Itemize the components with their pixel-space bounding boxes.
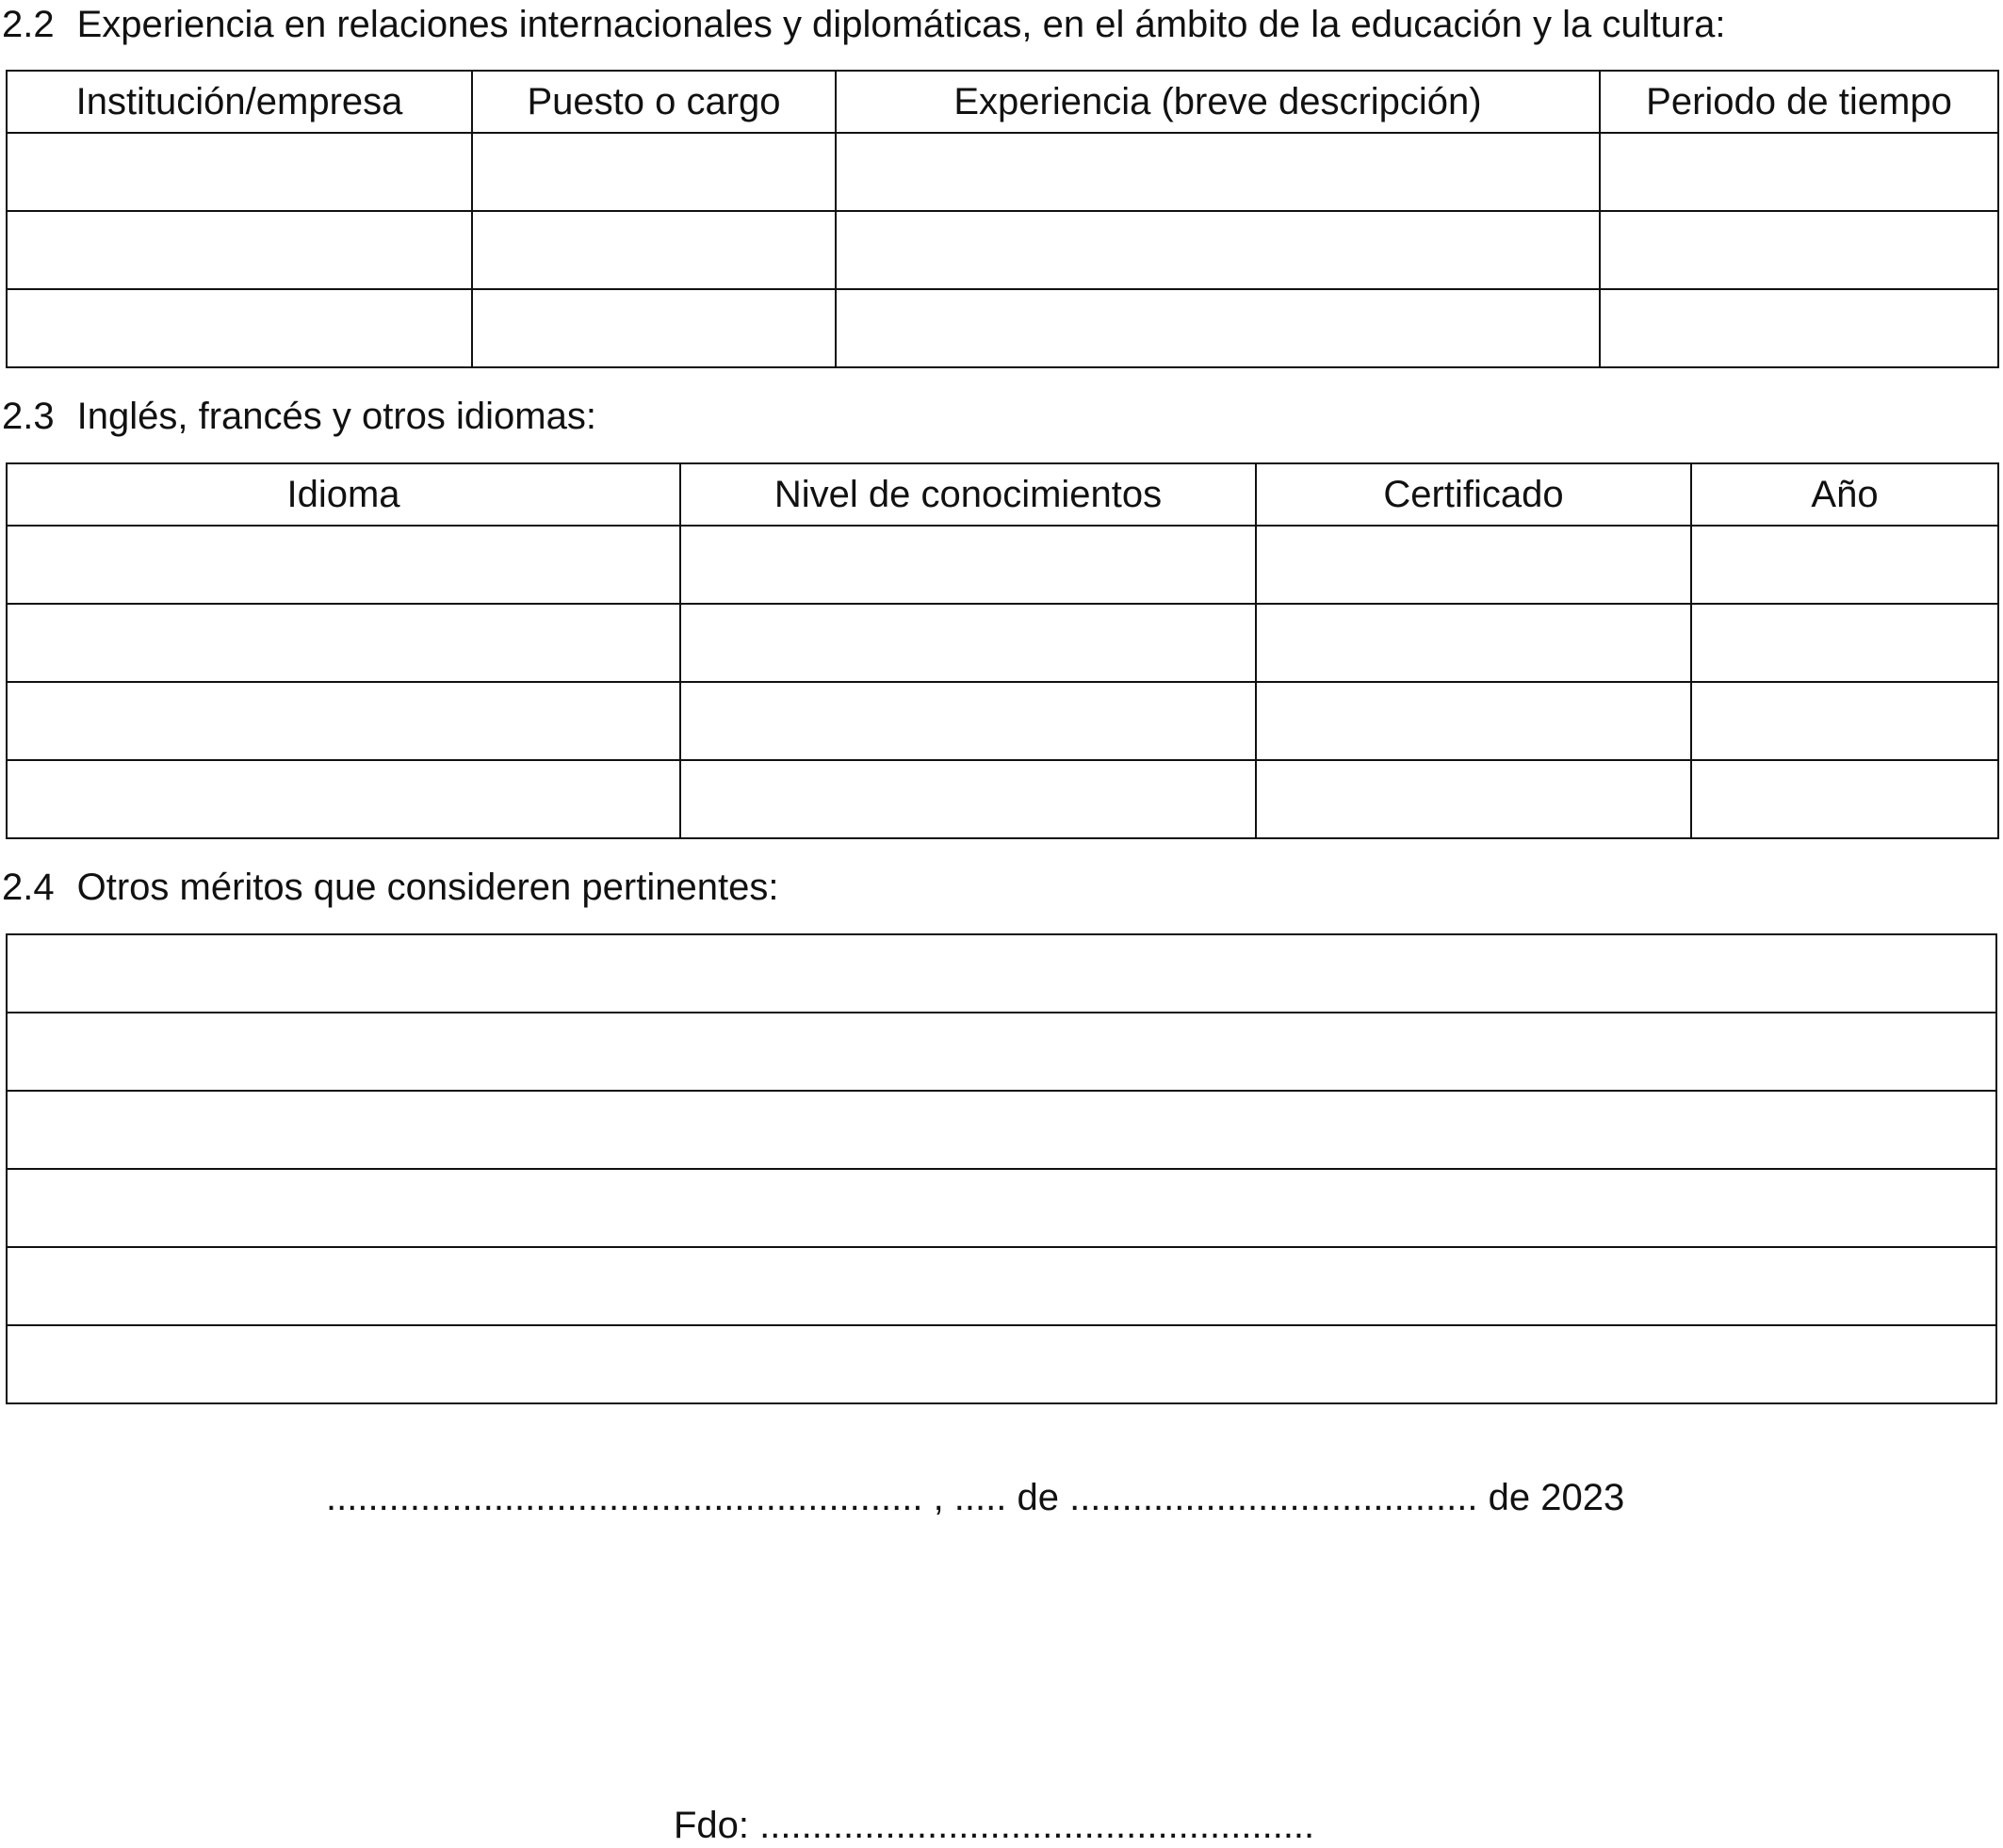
table-cell[interactable] bbox=[472, 211, 836, 289]
section-number: 2.4 bbox=[2, 867, 55, 908]
table-cell[interactable] bbox=[1600, 133, 1998, 211]
table-cell[interactable] bbox=[1256, 760, 1691, 838]
column-header-position: Puesto o cargo bbox=[472, 71, 836, 133]
section-title: Inglés, francés y otros idiomas: bbox=[76, 396, 596, 437]
column-header-experience: Experiencia (breve descripción) bbox=[836, 71, 1600, 133]
table-cell[interactable] bbox=[472, 133, 836, 211]
table-header-row bbox=[7, 463, 1998, 526]
signature-line: Fdo: ..................................................... bbox=[674, 1805, 1315, 1846]
column-header-language: Idioma bbox=[7, 463, 680, 526]
table-cell[interactable] bbox=[836, 289, 1600, 367]
table-row bbox=[7, 1247, 1996, 1325]
column-header-institution: Institución/empresa bbox=[7, 71, 472, 133]
table-cell[interactable] bbox=[1600, 211, 1998, 289]
table-row bbox=[7, 133, 1998, 211]
table-cell[interactable] bbox=[7, 1325, 1996, 1403]
table-cell[interactable] bbox=[472, 289, 836, 367]
date-line: ......................................................... , ..... de ....................................... de 2023 bbox=[326, 1477, 1625, 1518]
table-cell[interactable] bbox=[7, 1169, 1996, 1247]
table-cell[interactable] bbox=[7, 526, 680, 604]
section-number: 2.3 bbox=[2, 396, 55, 437]
table-cell[interactable] bbox=[7, 289, 472, 367]
section-2-3-heading bbox=[2, 394, 596, 439]
table-cell[interactable] bbox=[1256, 526, 1691, 604]
table-row bbox=[7, 1013, 1996, 1091]
column-header-year: Año bbox=[1691, 463, 1998, 526]
table-cell[interactable] bbox=[1691, 682, 1998, 760]
table-cell[interactable] bbox=[680, 682, 1256, 760]
table-cell[interactable] bbox=[1691, 526, 1998, 604]
table-cell[interactable] bbox=[1691, 760, 1998, 838]
column-header-certificate: Certificado bbox=[1256, 463, 1691, 526]
table-row bbox=[7, 760, 1998, 838]
table-row bbox=[7, 1091, 1996, 1169]
other-merits-table bbox=[6, 933, 1997, 1404]
table-row bbox=[7, 934, 1996, 1013]
table-cell[interactable] bbox=[680, 760, 1256, 838]
table-cell[interactable] bbox=[7, 133, 472, 211]
table-row bbox=[7, 211, 1998, 289]
table-cell[interactable] bbox=[1256, 604, 1691, 682]
table-row bbox=[7, 1169, 1996, 1247]
section-title: Otros méritos que consideren pertinentes: bbox=[76, 867, 779, 908]
table-row bbox=[7, 682, 1998, 760]
table-cell[interactable] bbox=[7, 1091, 1996, 1169]
table-cell[interactable] bbox=[1691, 604, 1998, 682]
table-header-row bbox=[7, 71, 1998, 133]
table-cell[interactable] bbox=[836, 211, 1600, 289]
table-row bbox=[7, 289, 1998, 367]
section-2-4-heading bbox=[2, 865, 778, 910]
column-header-level: Nivel de conocimientos bbox=[680, 463, 1256, 526]
column-header-period: Periodo de tiempo bbox=[1600, 71, 1998, 133]
table-cell[interactable] bbox=[680, 604, 1256, 682]
table-cell[interactable] bbox=[7, 934, 1996, 1013]
table-cell[interactable] bbox=[7, 1013, 1996, 1091]
table-row bbox=[7, 604, 1998, 682]
table-cell[interactable] bbox=[1600, 289, 1998, 367]
languages-table bbox=[6, 462, 1999, 839]
table-cell[interactable] bbox=[7, 604, 680, 682]
table-cell[interactable] bbox=[7, 211, 472, 289]
table-cell[interactable] bbox=[7, 682, 680, 760]
table-row bbox=[7, 1325, 1996, 1403]
table-row bbox=[7, 526, 1998, 604]
table-cell[interactable] bbox=[836, 133, 1600, 211]
section-number: 2.2 bbox=[2, 4, 55, 45]
section-2-2-heading bbox=[2, 2, 1726, 47]
table-cell[interactable] bbox=[680, 526, 1256, 604]
table-cell[interactable] bbox=[7, 760, 680, 838]
experience-table bbox=[6, 70, 1999, 368]
section-title: Experiencia en relaciones internacionales y diplomáticas, en el ámbito de la educación y la cultura: bbox=[76, 4, 1726, 45]
table-cell[interactable] bbox=[7, 1247, 1996, 1325]
table-cell[interactable] bbox=[1256, 682, 1691, 760]
